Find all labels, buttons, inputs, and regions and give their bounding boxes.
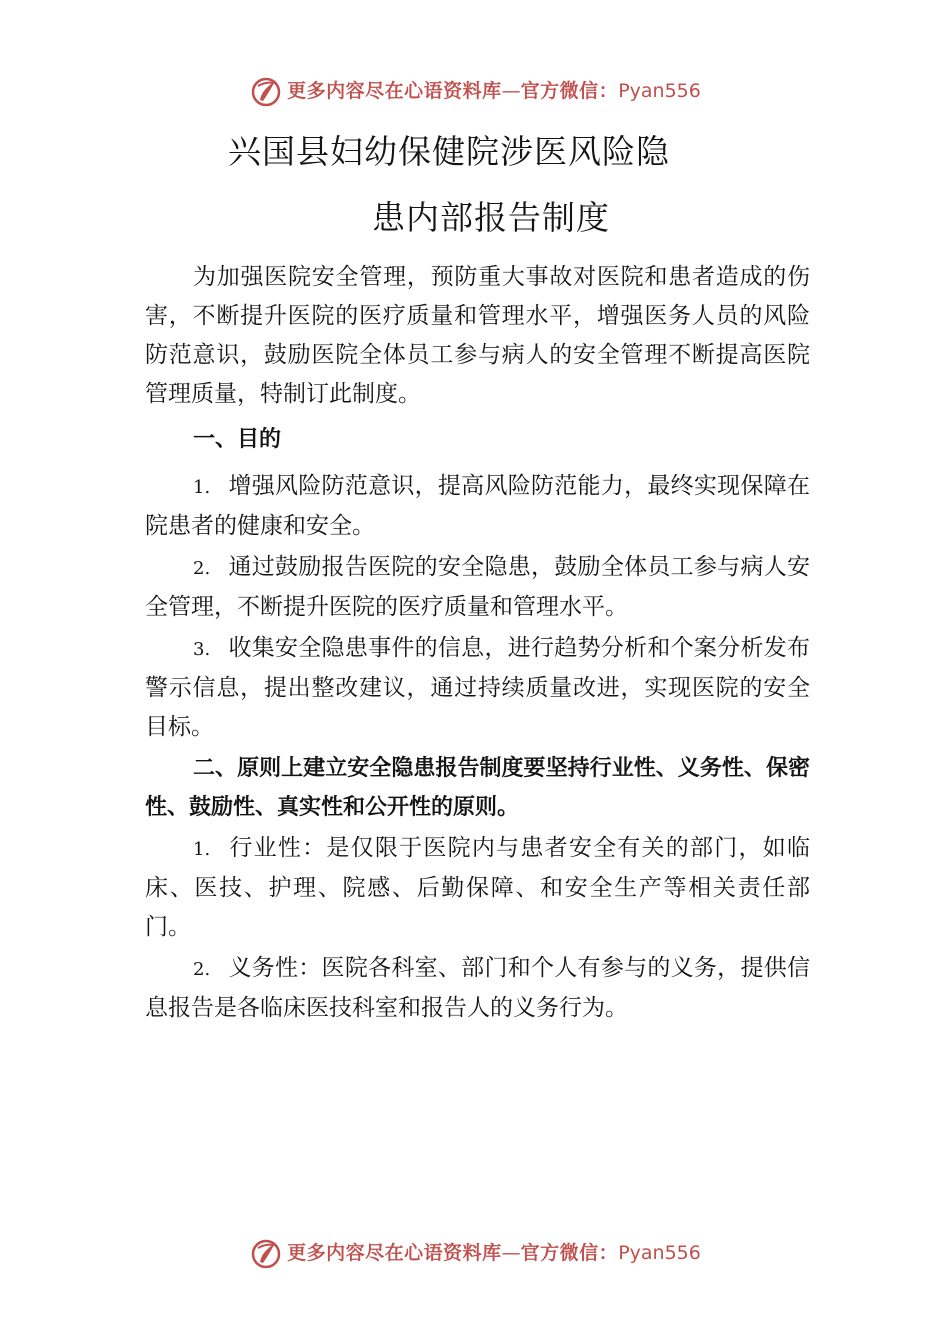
document-title-line-1: 兴国县妇幼保健院涉医风险隐 — [228, 132, 670, 171]
watermark-dash: — — [501, 80, 521, 102]
intro-paragraph: 为加强医院安全管理，预防重大事故对医院和患者造成的伤害，不断提升医院的医疗质量和管理水平，增强医务人员的风险防范意识，鼓励医院全体员工参与病人的安全管理不断提高医院管理质量，特制订此制度。 — [145, 264, 810, 407]
document-title-line-2: 患内部报告制度 — [372, 198, 610, 237]
watermark-id: Pyan556 — [618, 1242, 701, 1264]
watermark-text: 更多内容尽在心语资料库 — [287, 80, 502, 102]
watermark-label: 官方微信： — [520, 80, 619, 102]
item-number: 2. — [193, 959, 211, 980]
header-watermark — [0, 74, 950, 108]
watermark-id: Pyan556 — [618, 80, 701, 102]
watermark-text: 更多内容尽在心语资料库 — [287, 1242, 502, 1264]
item-number: 3. — [193, 639, 211, 660]
item-text: 行业性：是仅限于医院内与患者安全有关的部门，如临床、医技、护理、院感、后勤保障、和安全生产等相关责任部门。 — [145, 835, 810, 940]
item-text: 收集安全隐患事件的信息，进行趋势分析和个案分析发布警示信息，提出整改建议，通过持续质量改进，实现医院的安全目标。 — [145, 635, 810, 740]
section-1-item-2 — [145, 548, 810, 627]
item-number: 1. — [193, 839, 211, 860]
item-number: 1. — [193, 477, 211, 498]
flame-logo-icon — [249, 74, 283, 108]
flame-logo-icon — [249, 1236, 283, 1270]
item-number: 2. — [193, 558, 211, 579]
section-2-heading: 二、原则上建立安全隐患报告制度要坚持行业性、义务性、保密性、鼓励性、真实性和公开性的原则。 — [145, 756, 810, 820]
section-1-item-1 — [145, 467, 810, 546]
section-2-item-2 — [145, 949, 810, 1028]
section-1-item-3 — [145, 629, 810, 747]
document-body — [145, 258, 810, 1028]
item-text: 通过鼓励报告医院的安全隐患，鼓励全体员工参与病人安全管理，不断提升医院的医疗质量和管理水平。 — [145, 554, 810, 620]
footer-watermark — [0, 1236, 950, 1270]
section-2-item-1 — [145, 829, 810, 947]
watermark-dash: — — [501, 1242, 521, 1264]
item-text: 义务性：医院各科室、部门和个人有参与的义务，提供信息报告是各临床医技科室和报告人的义务行为。 — [145, 955, 810, 1021]
item-text: 增强风险防范意识，提高风险防范能力，最终实现保障在院患者的健康和安全。 — [145, 473, 810, 539]
watermark-label: 官方微信： — [520, 1242, 619, 1264]
section-1-heading: 一、目的 — [193, 427, 282, 452]
